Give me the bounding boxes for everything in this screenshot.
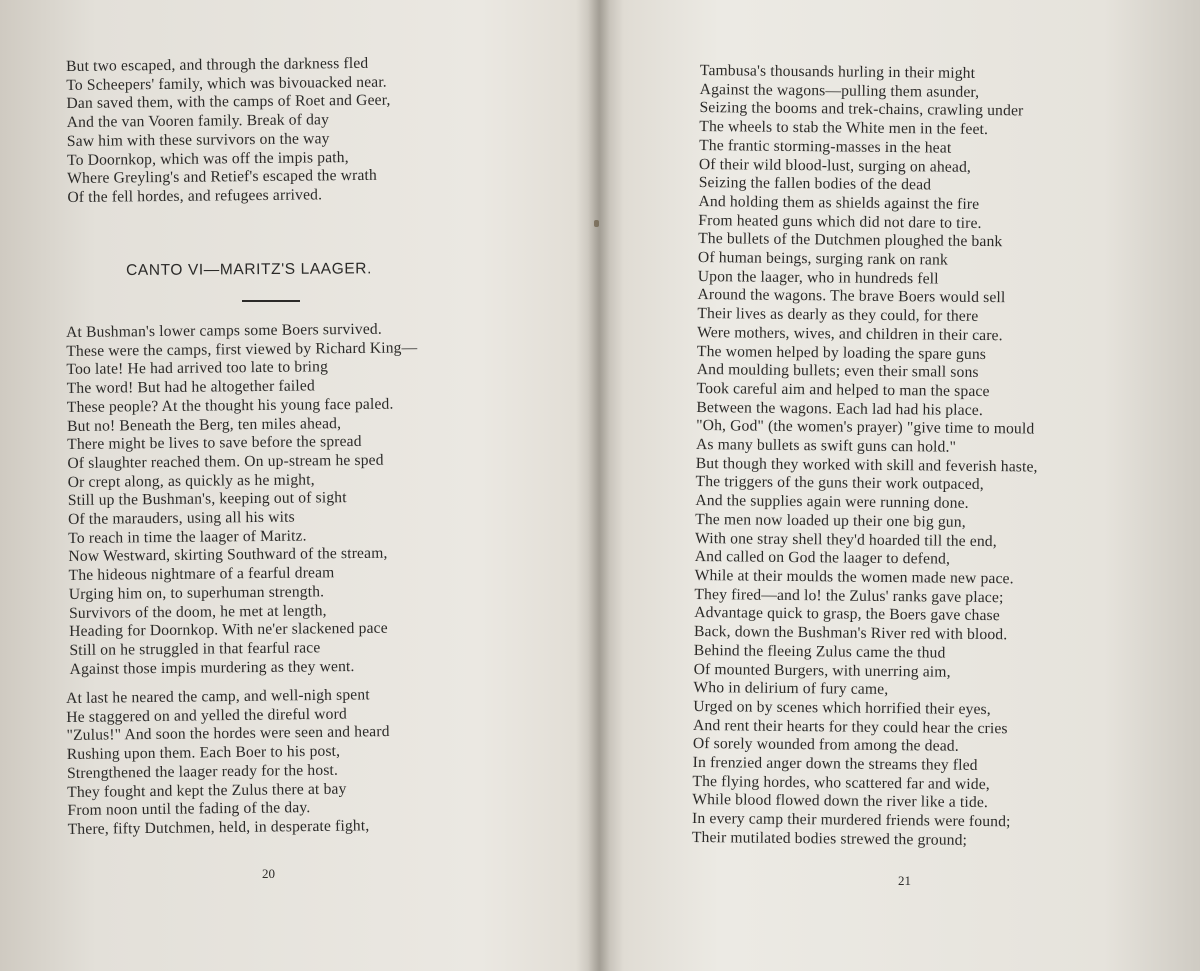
poem-line: While blood flowed down the river like a tide. [692,791,989,812]
poem-line: The hideous nightmare of a fearful dream [68,564,335,585]
poem-line: Of mounted Burgers, with unerring aim, [693,660,951,681]
poem-line: From heated guns which did not dare to tire. [698,211,982,232]
page-number-left: 20 [262,866,275,881]
poem-line: "Oh, God" (the women's prayer) "give time to mould [696,417,1035,438]
left-top-stanza [66,55,392,208]
poem-line: Still up the Bushman's, keeping out of sight [67,489,347,510]
poem-line: And rent their hearts for they could hear the cries [692,716,1008,737]
poem-line: They fired—and lo! the Zulus' ranks gave place; [694,585,1004,606]
poem-line: Of their wild blood-lust, surging on ahead, [698,155,972,176]
poem-line: The men now loaded up their one big gun, [695,510,966,531]
poem-line: Or crept along, as quickly as he might, [67,471,315,491]
poem-line: Urging him on, to superhuman strength. [68,583,325,603]
right-stanza [692,62,1042,851]
poem-line: The wheels to stab the White men in the feet. [699,118,989,139]
left-stanza-1 [66,320,421,679]
poem-line: And holding them as shields against the fire [698,192,980,213]
poem-line: While at their moulds the women made new pace. [694,566,1014,588]
poem-line: Of slaughter reached them. On up-stream he sped [67,451,384,472]
poem-line: The flying hordes, who scattered far and wide, [692,772,990,793]
poem-line: Dan saved them, with the camps of Roet and Geer, [66,92,391,113]
poem-line: The women helped by loading the spare guns [696,342,987,363]
book-gutter [588,0,610,971]
poem-line: Too late! He had arrived too late to bring [66,358,329,379]
poem-line: Saw him with these survivors on the way [66,130,330,150]
right-page [610,0,1200,971]
left-page [0,0,590,971]
poem-line: Took careful aim and helped to man the space [696,379,990,401]
page-mark [594,220,599,227]
poem-line: But though they worked with skill and feverish haste, [695,454,1038,476]
poem-line: Were mothers, wives, and children in their care. [697,323,1003,345]
poem-line: To Doornkop, which was off the impis path, [66,148,349,169]
poem-line: Their lives as dearly as they could, for there [697,305,979,326]
canto-title: CANTO VI—MARITZ'S LAAGER. [126,260,373,279]
poem-line: They fought and kept the Zulus there at bay [67,780,347,801]
left-stanza-2 [66,686,391,840]
poem-line: With one stray shell they'd hoarded till the end, [694,529,997,550]
poem-line: Rushing upon them. Each Boer to his post, [66,742,341,764]
poem-line: These people? At the thought his young face paled. [66,395,394,416]
poem-line: Against the wagons—pulling them asunder, [699,80,980,101]
poem-line: The bullets of the Dutchmen ploughed the bank [698,230,1003,251]
poem-line: To reach in time the laager of Maritz. [68,527,307,547]
poem-line: To Scheepers' family, which was bivouacked near. [66,73,387,94]
poem-line: And called on God the laager to defend, [694,548,951,568]
poem-line: Strengthened the laager ready for the host. [66,761,339,782]
poem-line: Around the wagons. The brave Boers would sell [697,286,1006,307]
title-rule [242,300,300,302]
poem-line: But two escaped, and through the darkness fled [66,54,369,75]
poem-line: Of sorely wounded from among the dead. [692,735,959,756]
poem-line: And the van Vooren family. Break of day [66,111,330,132]
poem-line: Behind the fleeing Zulus came the thud [693,641,946,662]
poem-line: Of the marauders, using all his wits [67,508,295,529]
poem-line: Tambusa's thousands hurling in their might [699,62,976,82]
poem-line: From noon until the fading of the day. [67,799,311,820]
poem-line: Between the wagons. Each lad had his place. [696,398,984,419]
poem-line: The triggers of the guns their work outpaced, [695,473,984,494]
poem-line: Now Westward, skirting Southward of the stream, [68,545,388,566]
poem-line: Urged on by scenes which horrified their eyes, [693,697,991,718]
poem-line: Heading for Doornkop. With ne'er slackened pace [69,619,388,641]
poem-line: There might be lives to save before the spread [67,433,362,454]
poem-line: As many bullets as swift guns can hold." [695,436,957,456]
poem-line: He staggered on and yelled the direful word [66,705,347,726]
poem-line: Seizing the fallen bodies of the dead [698,174,932,194]
poem-line: At Bushman's lower camps some Boers survived. [66,320,382,341]
page-number-right: 21 [898,873,911,888]
poem-line: Their mutilated bodies strewed the ground; [691,828,968,849]
poem-line: "Zulus!" And soon the hordes were seen and heard [66,723,390,745]
poem-line: Survivors of the doom, he met at length, [68,601,327,622]
poem-line: Back, down the Bushman's River red with blood. [693,623,1008,644]
poem-line: And the supplies again were running done. [695,492,969,513]
poem-line: Of the fell hordes, and refugees arrived. [67,186,323,206]
poem-line: Upon the laager, who in hundreds fell [697,267,939,288]
poem-line: In frenzied anger down the streams they fled [692,753,978,774]
poem-line: In every camp their murdered friends were found; [691,810,1011,831]
poem-line: Who in delirium of fury came, [693,679,889,699]
poem-line: These were the camps, first viewed by Richard King— [66,339,418,360]
poem-line: The word! But had he altogether failed [66,377,315,398]
poem-line: And moulding bullets; even their small sons [696,361,979,382]
poem-line: At last he neared the camp, and well-nigh spent [66,686,370,707]
poem-line: Still on he struggled in that fearful race [69,639,321,659]
poem-line: Where Greyling's and Retief's escaped the wrath [67,166,378,188]
poem-line: But no! Beneath the Berg, ten miles ahead, [66,414,342,435]
poem-line: Of human beings, surging rank on rank [697,249,948,269]
poem-line: Seizing the booms and trek-chains, crawling under [699,99,1024,120]
poem-line: Advantage quick to grasp, the Boers gave chase [694,604,1000,625]
poem-line: Against those impis murdering as they went. [69,657,355,678]
poem-line: There, fifty Dutchmen, held, in desperate fight, [67,817,370,838]
poem-line: The frantic storming-masses in the heat [699,136,952,157]
